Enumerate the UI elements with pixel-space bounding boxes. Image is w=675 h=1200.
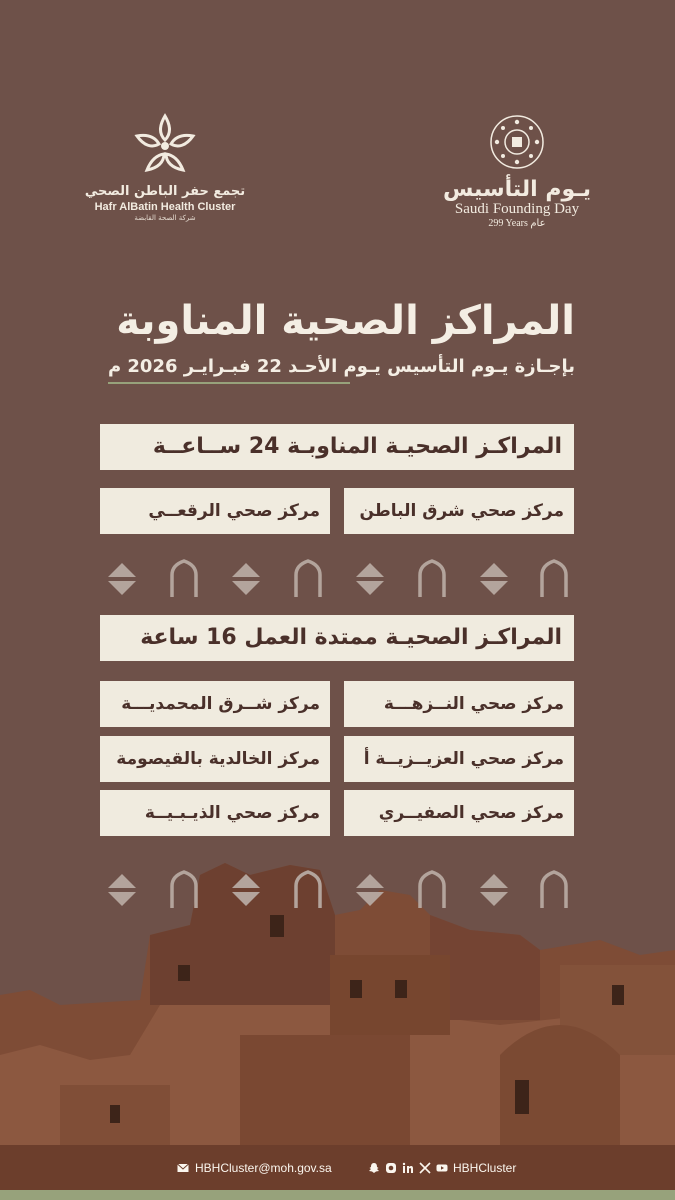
section-16h-heading: المراكـز الصحيـة ممتدة العمل 16 ساعة [100, 615, 574, 661]
arch-motif-icon [414, 868, 450, 912]
arch-motif-icon [166, 868, 202, 912]
health-cluster-sub-ar: شركة الصحة القابضة [134, 214, 196, 222]
diamond-motif-icon [352, 557, 388, 601]
center-alaziziya-a: مركز صحي العزيــزيــة أ [344, 736, 574, 782]
health-cluster-name-ar: تجمع حفر الباطن الصحي [84, 184, 246, 199]
youtube-icon[interactable] [436, 1162, 448, 1174]
footer [0, 1160, 675, 1180]
arch-motif-icon [536, 557, 572, 601]
diamond-motif-icon [476, 868, 512, 912]
diamond-motif-icon [228, 868, 264, 912]
social-handle-text: HBHCluster [453, 1161, 517, 1175]
founding-day-years: 299 Years عام [488, 217, 546, 229]
center-sharq-albatin: مركز صحي شرق الباطن [344, 488, 574, 534]
center-sharq-almuhammadiya: مركز شــرق المحمديـــة [100, 681, 330, 727]
health-cluster-name-en: Hafr AlBatin Health Cluster [94, 201, 236, 213]
center-alruqai: مركز صحي الرقعــي [100, 488, 330, 534]
center-alsufairi: مركز صحي الصفيــري [344, 790, 574, 836]
email-text: HBHCluster@moh.gov.sa [195, 1161, 332, 1175]
bottom-accent-bar [0, 1190, 675, 1200]
diamond-motif-icon [352, 868, 388, 912]
email-icon [177, 1162, 189, 1174]
founding-day-emblem-icon [487, 112, 547, 172]
subtitle-underline [108, 382, 350, 384]
arch-motif-icon [290, 868, 326, 912]
diamond-motif-icon [104, 557, 140, 601]
instagram-icon[interactable] [385, 1162, 397, 1174]
founding-day-logo [442, 112, 592, 229]
arch-motif-icon [290, 557, 326, 601]
page-subtitle: بإجـازة يـوم التأسيس يـوم الأحـد 22 فبـرايـر 2026 م [107, 356, 575, 377]
center-alnuzha: مركز صحي النــزهـــة [344, 681, 574, 727]
x-icon[interactable] [419, 1162, 431, 1174]
decorative-motif-row [100, 557, 574, 601]
arch-motif-icon [414, 557, 450, 601]
diamond-motif-icon [476, 557, 512, 601]
star-flower-icon [133, 112, 197, 176]
decorative-motif-row [100, 868, 574, 912]
health-cluster-logo [80, 112, 250, 222]
founding-day-name-en: Saudi Founding Day [454, 201, 580, 218]
diamond-motif-icon [228, 557, 264, 601]
diamond-motif-icon [104, 868, 140, 912]
arch-motif-icon [536, 868, 572, 912]
footer-social[interactable] [368, 1161, 516, 1175]
center-alkhalidiya-alqaisuma: مركز الخالدية بالقيصومة [100, 736, 330, 782]
arch-motif-icon [166, 557, 202, 601]
linkedin-icon[interactable] [402, 1162, 414, 1174]
center-althibiya: مركز صحي الذيـبـيــة [100, 790, 330, 836]
section-24h-heading: المراكـز الصحيـة المناوبـة 24 ســاعــة [100, 424, 574, 470]
page-title: المراكز الصحية المناوبة [116, 298, 575, 344]
snapchat-icon[interactable] [368, 1162, 380, 1174]
founding-day-name-ar: يـوم التأسيس [442, 177, 592, 202]
footer-email[interactable] [177, 1161, 332, 1175]
